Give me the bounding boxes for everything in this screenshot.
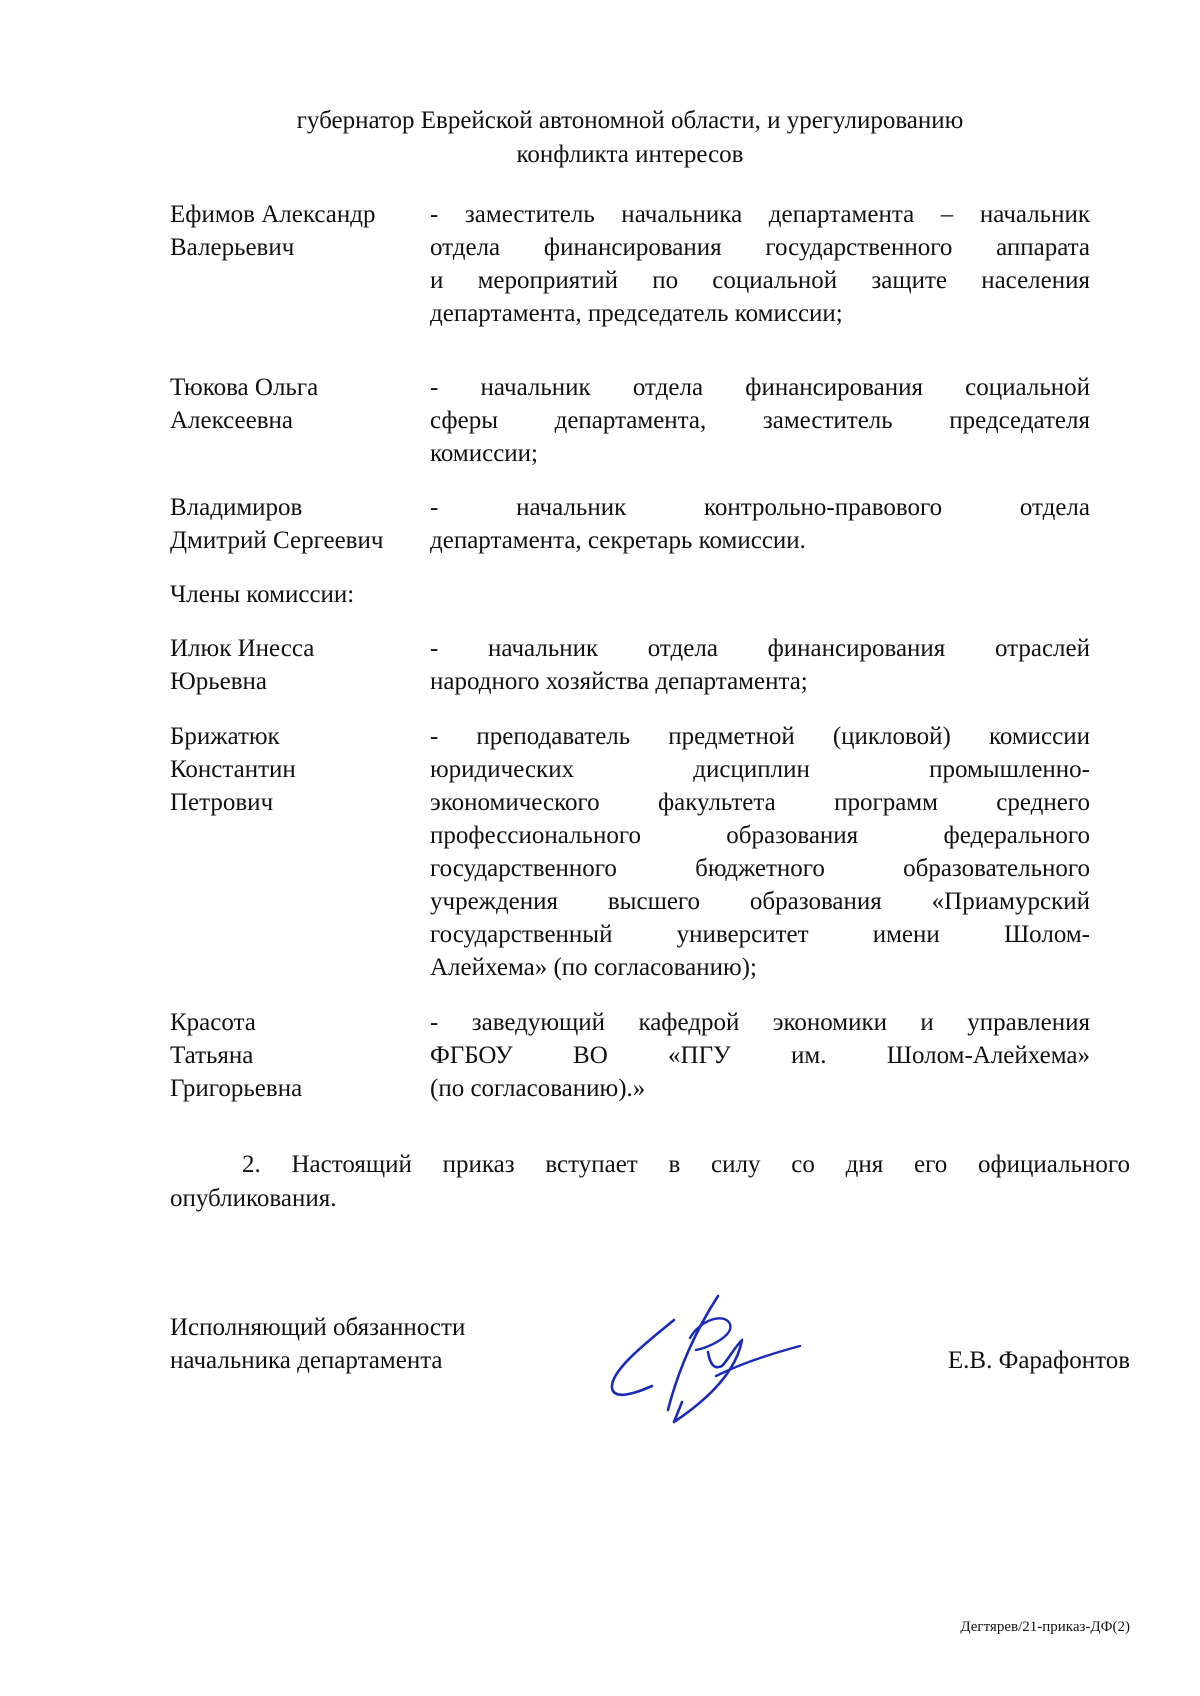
member-position: - начальник отдела финансирования отраслей народного хозяйства департамента; bbox=[430, 635, 1090, 695]
document-footer-code: Дегтярев/21-приказ-ДФ(2) bbox=[960, 1619, 1130, 1635]
member-name: Илюк Инесса Юрьевна bbox=[170, 635, 315, 695]
member-position: - начальник контрольно-правового отдела департамента, секретарь комиссии. bbox=[430, 494, 1090, 554]
commission-heading bbox=[170, 104, 1090, 172]
member-name: Красота Татьяна Григорьевна bbox=[170, 1009, 303, 1102]
handwritten-signature bbox=[600, 1290, 820, 1430]
members-label: Члены комиссии: bbox=[170, 581, 355, 608]
member-name: Тюкова Ольга Алексеевна bbox=[170, 374, 319, 434]
member-position: - заведующий кафедрой экономики и управления ФГБОУ ВО «ПГУ им. Шолом-Алейхема» (по согласованию).» bbox=[430, 1009, 1090, 1102]
member-name: Владимиров Дмитрий Сергеевич bbox=[170, 494, 384, 554]
heading-line-1: губернатор Еврейской автономной области, и урегулированию bbox=[296, 107, 964, 134]
member-name: Брижатюк Константин Петрович bbox=[170, 723, 296, 816]
member-position: - заместитель начальника департамента – начальник отдела финансирования государственного аппарата и мероприятий по социальной защите населения департамента, председатель комиссии; bbox=[430, 201, 1090, 327]
signatory-title: Исполняющий обязанности начальника департамента bbox=[170, 1314, 466, 1374]
clause-2: 2. Настоящий приказ вступает в силу со дня его официального опубликования. bbox=[170, 1151, 1130, 1212]
member-position: - преподаватель предметной (цикловой) комиссии юридических дисциплин промышленно- экономического факультета программ среднего профессионального образования федерального государственного бюджетного образовательного учреждения высшего образования «Приамурский государственный университет имени Шолом- Алейхема» (по согласованию); bbox=[430, 723, 1090, 981]
member-position: - начальник отдела финансирования социальной сферы департамента, заместитель председателя комиссии; bbox=[430, 374, 1090, 467]
signatory-name: Е.В. Фарафонтов bbox=[947, 1347, 1130, 1374]
member-name: Ефимов Александр Валерьевич bbox=[170, 201, 376, 261]
heading-line-2: конфликта интересов bbox=[516, 141, 744, 168]
